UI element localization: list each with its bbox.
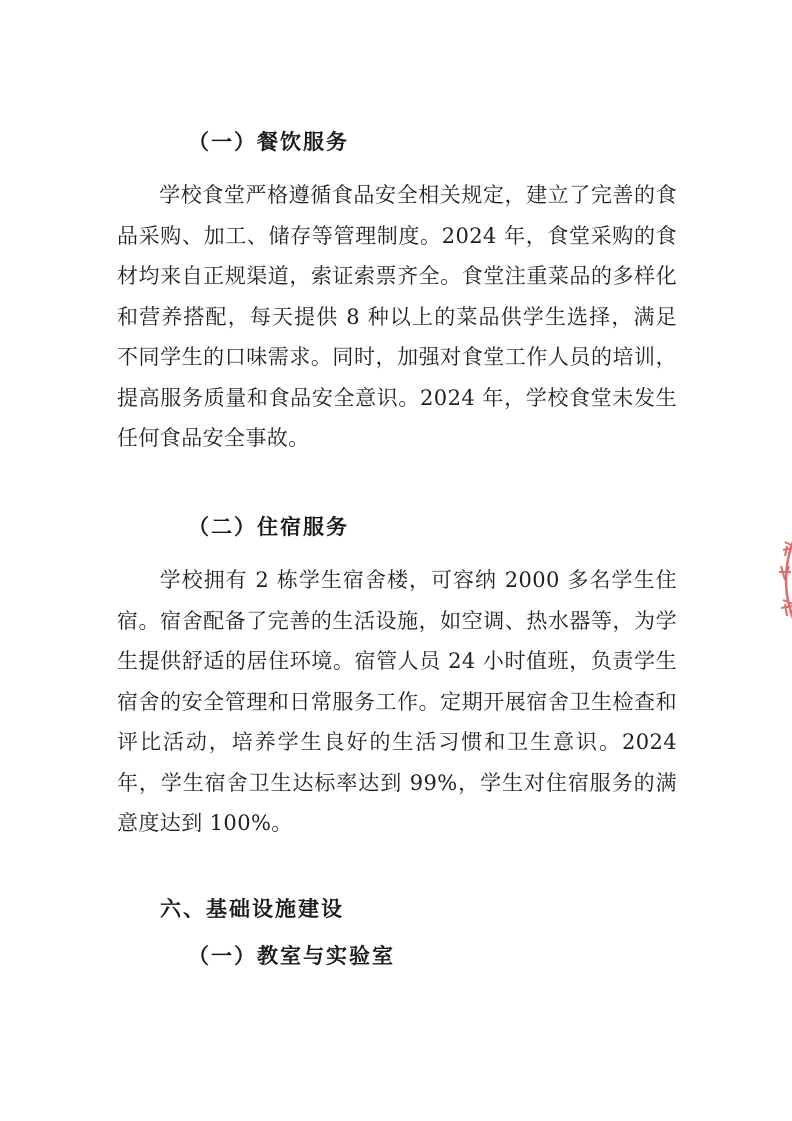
infrastructure-heading: 六、基础设施建设: [160, 897, 344, 921]
catering-paragraph: [117, 175, 677, 459]
catering-heading: （一）餐饮服务: [188, 130, 349, 154]
official-seal-fragment: [763, 520, 792, 640]
accommodation-paragraph-text: 学校拥有 2 栋学生宿舍楼，可容纳 2000 多名学生住宿。宿舍配备了完善的生活设施，如空调、热水器等，为学生提供舒适的居住环境。宿管人员 24 小时值班，负责学生宿舍的安全管理和日常服务工作。定期开展宿舍卫生检查和评比活动，培养学生良好的生活习惯和卫生意识。2024 年，学生宿舍卫生达标率达到 99%，学生对住宿服务的满意度达到 100%。: [117, 568, 677, 835]
accommodation-heading: （二）住宿服务: [188, 515, 349, 539]
classroom-lab-heading: （一）教室与实验室: [188, 944, 395, 968]
accommodation-paragraph: [117, 560, 677, 844]
catering-paragraph-text: 学校食堂严格遵循食品安全相关规定，建立了完善的食品采购、加工、储存等管理制度。2024 年，食堂采购的食材均来自正规渠道，索证索票齐全。食堂注重菜品的多样化和营养搭配，每天提供 8 种以上的菜品供学生选择，满足不同学生的口味需求。同时，加强对食堂工作人员的培训，提高服务质量和食品安全意识。2024 年，学校食堂未发生任何食品安全事故。: [117, 183, 677, 450]
